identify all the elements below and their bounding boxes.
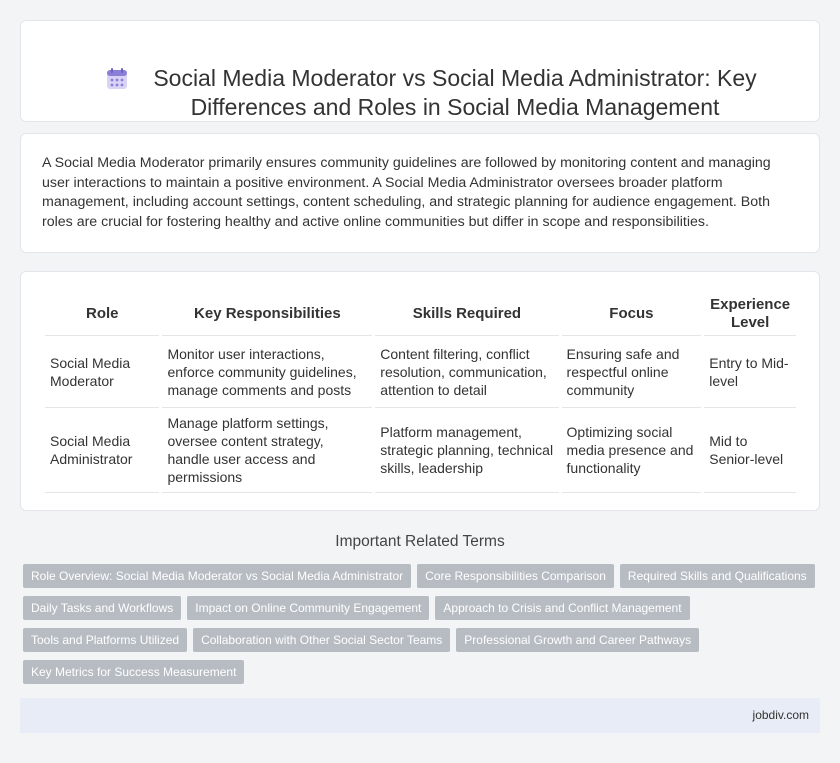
related-term-tag[interactable]: Tools and Platforms Utilized: [23, 628, 187, 652]
comparison-table-card: [20, 271, 820, 511]
table-cell: Social Media Moderator: [45, 336, 159, 408]
related-terms-title: Important Related Terms: [335, 533, 505, 550]
table-header-row: [45, 292, 796, 336]
table-row: [45, 408, 796, 493]
header-skills-required: Skills Required: [375, 292, 558, 336]
page-title: Social Media Moderator vs Social Media Administrator: Key Differences and Roles in Social Media Management: [153, 65, 757, 120]
related-term-tag[interactable]: Daily Tasks and Workflows: [23, 596, 181, 620]
header-card: [20, 20, 820, 122]
table-cell: Monitor user interactions, enforce community guidelines, manage comments and posts: [162, 336, 372, 408]
related-term-tag[interactable]: Role Overview: Social Media Moderator vs Social Media Administrator: [23, 564, 411, 588]
footer: [20, 698, 820, 733]
related-term-tag[interactable]: Professional Growth and Career Pathways: [456, 628, 699, 652]
table-cell: Ensuring safe and respectful online community: [562, 336, 702, 408]
table-cell: Entry to Mid-level: [704, 336, 796, 408]
header-key-responsibilities: Key Responsibilities: [162, 292, 372, 336]
comparison-table: [42, 292, 799, 493]
related-term-tag[interactable]: Core Responsibilities Comparison: [417, 564, 614, 588]
table-row: [45, 336, 796, 408]
related-terms-tags: [23, 564, 823, 692]
intro-card: [20, 133, 820, 253]
table-cell: Mid to Senior-level: [704, 408, 796, 493]
table-cell: Social Media Administrator: [45, 408, 159, 493]
header-role: Role: [45, 292, 159, 336]
table-cell: Content filtering, conflict resolution, communication, attention to detail: [375, 336, 558, 408]
related-term-tag[interactable]: Collaboration with Other Social Sector Teams: [193, 628, 450, 652]
related-term-tag[interactable]: Approach to Crisis and Conflict Management: [435, 596, 689, 620]
table-cell: Optimizing social media presence and functionality: [562, 408, 702, 493]
table-cell: Platform management, strategic planning, technical skills, leadership: [375, 408, 558, 493]
related-term-tag[interactable]: Key Metrics for Success Measurement: [23, 660, 244, 684]
footer-site-link[interactable]: jobdiv.com: [752, 708, 809, 722]
table-cell: Manage platform settings, oversee content strategy, handle user access and permissions: [162, 408, 372, 493]
related-term-tag[interactable]: Required Skills and Qualifications: [620, 564, 815, 588]
header-experience-level: Experience Level: [704, 292, 796, 336]
calendar-icon: [105, 67, 129, 91]
related-term-tag[interactable]: Impact on Online Community Engagement: [187, 596, 429, 620]
header-focus: Focus: [562, 292, 702, 336]
intro-text: A Social Media Moderator primarily ensures community guidelines are followed by monitoring content and managing user interactions to maintain a positive environment. A Social Media Administrator oversees broader platform management, including account settings, content scheduling, and strategic planning for audience engagement. Both roles are crucial for fostering healthy and active online communities but differ in scope and responsibilities.: [42, 155, 771, 230]
